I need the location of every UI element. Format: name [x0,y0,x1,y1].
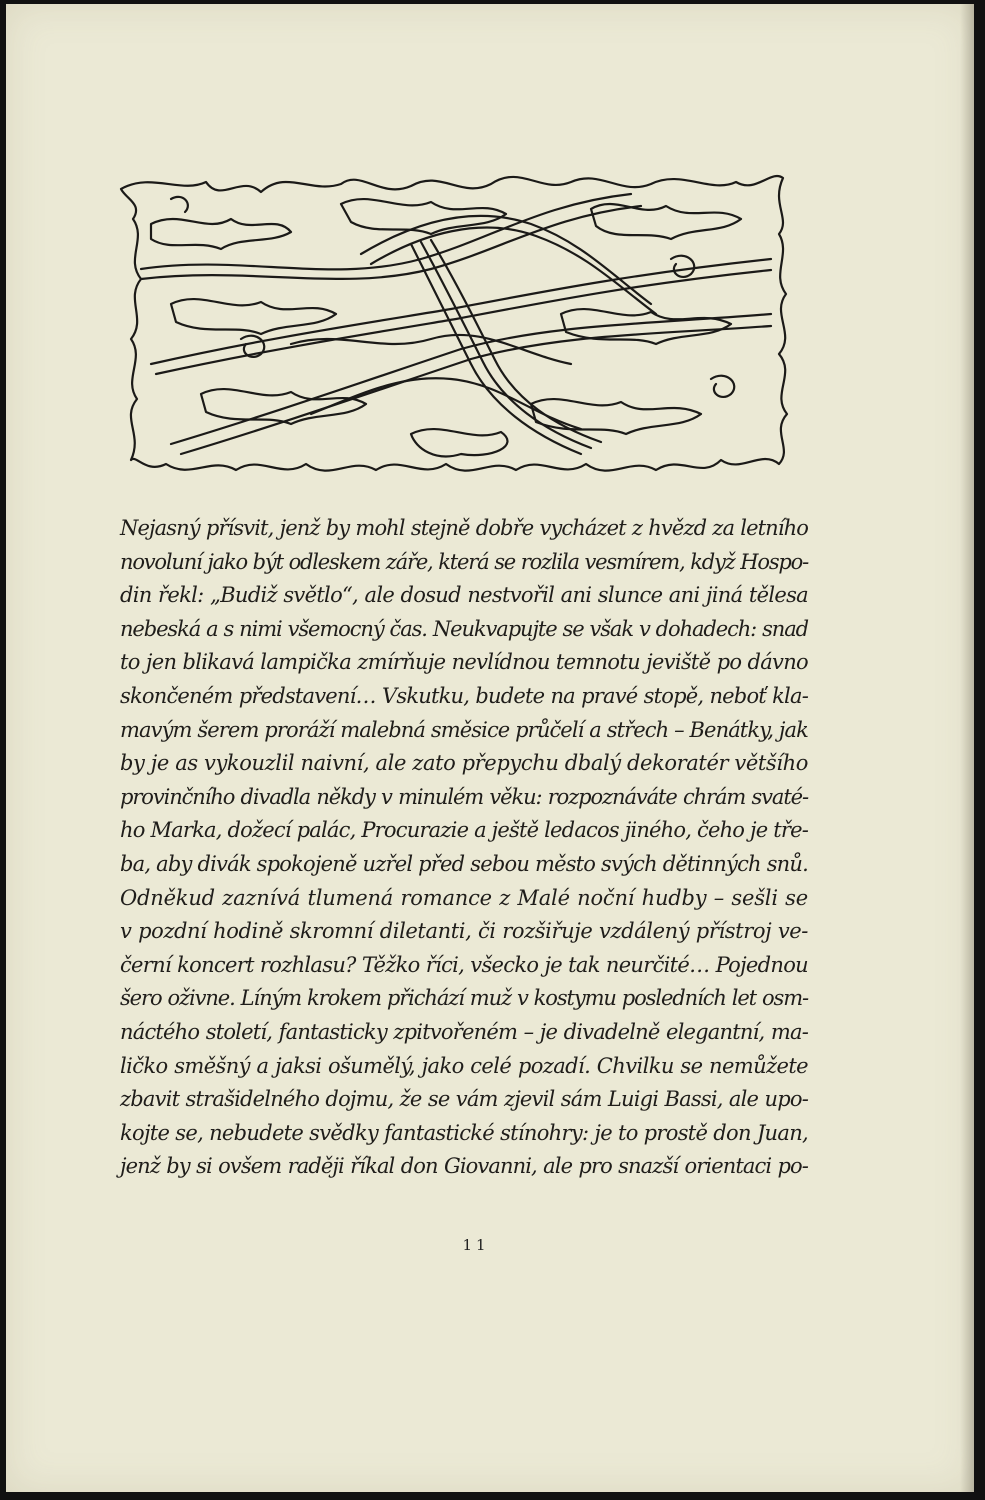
wave-cloud-engraving-icon [111,164,801,484]
text-line: Nejasný přísvit, jenž by mohl stejně dobře vycházet z hvězd za letního [120,516,808,540]
text-line: Odněkud zaznívá tlumená romance z Malé noční hudby – sešli se [120,885,808,910]
text-line: nebeská a s nimi všemocný čas. Neukvapujte se však v dohadech: snad [120,616,808,641]
text-line: to jen blikavá lampička zmírňuje nevlídnou temnotu jeviště po dávno [120,650,808,675]
text-line: šero oživne. Líným krokem přichází muž v kostymu posledních let osm- [120,986,808,1011]
decorative-vignette-illustration [111,164,801,484]
book-page [6,4,974,1492]
text-line: v pozdní hodině skromní diletanti, či rozšiřuje vzdálený přístroj ve- [120,919,808,944]
text-line: by je as vykouzlil naivní, ale zato přepychu dbalý dekoratér většího [120,751,808,776]
text-line: náctého století, fantasticky zpitvořeném – je divadelně elegantní, ma- [120,1019,808,1044]
body-text [120,512,808,1184]
text-line: ho Marka, dožecí palác, Procurazie a ještě ledacos jiného, čeho je tře- [120,818,809,843]
text-line: din řekl: „Budiž světlo“, ale dosud nestvořil ani slunce ani jiná tělesa [120,583,808,608]
text-line: jenž by si ovšem raději říkal don Giovanni, ale pro snazší orientaci po- [120,1154,808,1179]
page-number: 11 [462,1236,490,1254]
text-line: zbavit strašidelného dojmu, že se vám zjevil sám Luigi Bassi, ale upo- [120,1087,808,1112]
text-line: skončeném představení… Vskutku, budete na pravé stopě, neboť kla- [120,683,808,708]
text-line: novoluní jako být odleskem záře, která se rozlila vesmírem, když Hospo- [120,549,808,574]
text-line: ličko směšný a jaksi ošumělý, jako celé pozadí. Chvilku se nemůžete [120,1053,808,1078]
text-line: kojte se, nebudete svědky fantastické stínohry: je to prostě don Juan, [120,1120,808,1145]
text-line: ba, aby divák spokojeně uzřel před sebou město svých dětinných snů. [120,851,808,876]
page-edge-shadow [960,4,974,1492]
text-line: provinčního divadla někdy v minulém věku: rozpoznáváte chrám svaté- [120,784,808,809]
text-line: mavým šerem proráží malebná směsice průčelí a střech – Benátky, jak [120,717,808,742]
text-line: černí koncert rozhlasu? Těžko říci, všecko je tak neurčité… Pojednou [120,952,808,977]
